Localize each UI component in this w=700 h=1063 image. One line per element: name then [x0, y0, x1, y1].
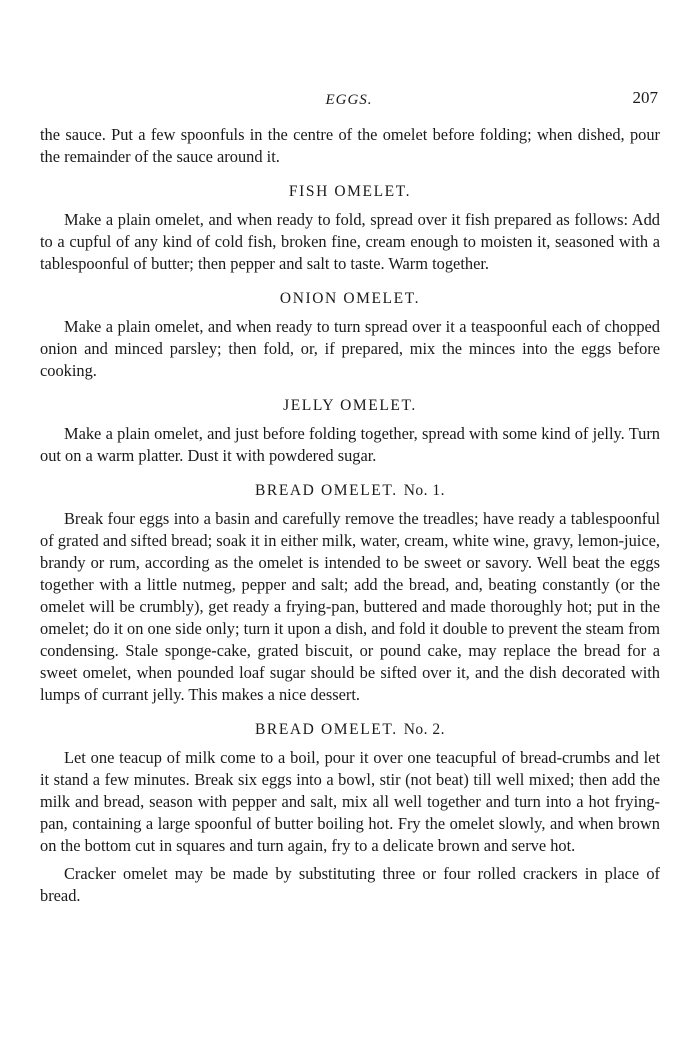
section-heading-bread-omelet-1: [40, 480, 660, 502]
continuation-paragraph: the sauce. Put a few spoonfuls in the centre of the omelet before folding; when dished, pour the remainder of the sauce around it.: [40, 125, 660, 166]
page-number: 207: [632, 88, 658, 107]
page-body: [40, 124, 660, 907]
heading-text: BREAD OMELET.: [254, 721, 398, 738]
heading-text: ONION OMELET.: [279, 290, 421, 307]
recipe-paragraph: Break four eggs into a basin and carefully remove the treadles; have ready a tablespoonful of grated and sifted bread; soak it in either milk, water, cream, white wine, gravy, lemon-juice, brandy or rum, according as the omelet is intended to be sweet or savory. Well beat the eggs together with a little nutmeg, pepper and salt; add the bread, and, beating constantly (or the omelet will be crumbly), get ready a frying-pan, buttered and made thoroughly hot; put in the omelet; do it on one side only; turn it upon a dish, and fold it double to prevent the steam from condensing. Stale sponge-cake, grated biscuit, or pound cake, may replace the bread for a sweet omelet, when pounded loaf sugar should be sifted over it, and the dish decorated with lumps of currant jelly. This makes a nice dessert.: [40, 509, 660, 704]
section-heading-jelly-omelet: [40, 395, 660, 417]
heading-text: BREAD OMELET.: [254, 482, 398, 499]
section-heading-bread-omelet-2: [40, 719, 660, 741]
heading-text: FISH OMELET.: [288, 183, 412, 200]
running-head: [40, 88, 658, 110]
section-heading-onion-omelet: [40, 288, 660, 310]
recipe-paragraph: Let one teacup of milk come to a boil, pour it over one teacupful of bread-crumbs and let it stand a few minutes. Break six eggs into a bowl, stir (not beat) till well mixed; then add the milk and bread, season with pepper and salt, mix all well together and turn into a hot frying-pan, containing a large spoonful of butter boiling hot. Fry the omelet slowly, and when brown on the bottom cut in squares and turn again, fry to a delicate brown and serve hot.: [40, 748, 660, 855]
section-heading-fish-omelet: [40, 181, 660, 203]
running-title: EGGS.: [325, 92, 373, 108]
recipe-paragraph: Make a plain omelet, and just before folding together, spread with some kind of jelly. Turn out on a warm platter. Dust it with powdered sugar.: [40, 424, 660, 465]
recipe-paragraph: Make a plain omelet, and when ready to fold, spread over it fish prepared as follows: Add to a cupful of any kind of cold fish, broken fine, cream enough to moisten it, seasoned with a tablespoonful of butter; then pepper and salt to taste. Warm together.: [40, 210, 660, 273]
heading-text: JELLY OMELET.: [283, 397, 417, 414]
recipe-paragraph: Make a plain omelet, and when ready to turn spread over it a teaspoonful each of chopped onion and minced parsley; then fold, or, if prepared, mix the minces into the eggs before cooking.: [40, 317, 660, 380]
heading-number: No. 1.: [403, 482, 446, 499]
heading-number: No. 2.: [403, 721, 446, 738]
recipe-paragraph: Cracker omelet may be made by substituting three or four rolled crackers in place of bread.: [40, 864, 660, 905]
